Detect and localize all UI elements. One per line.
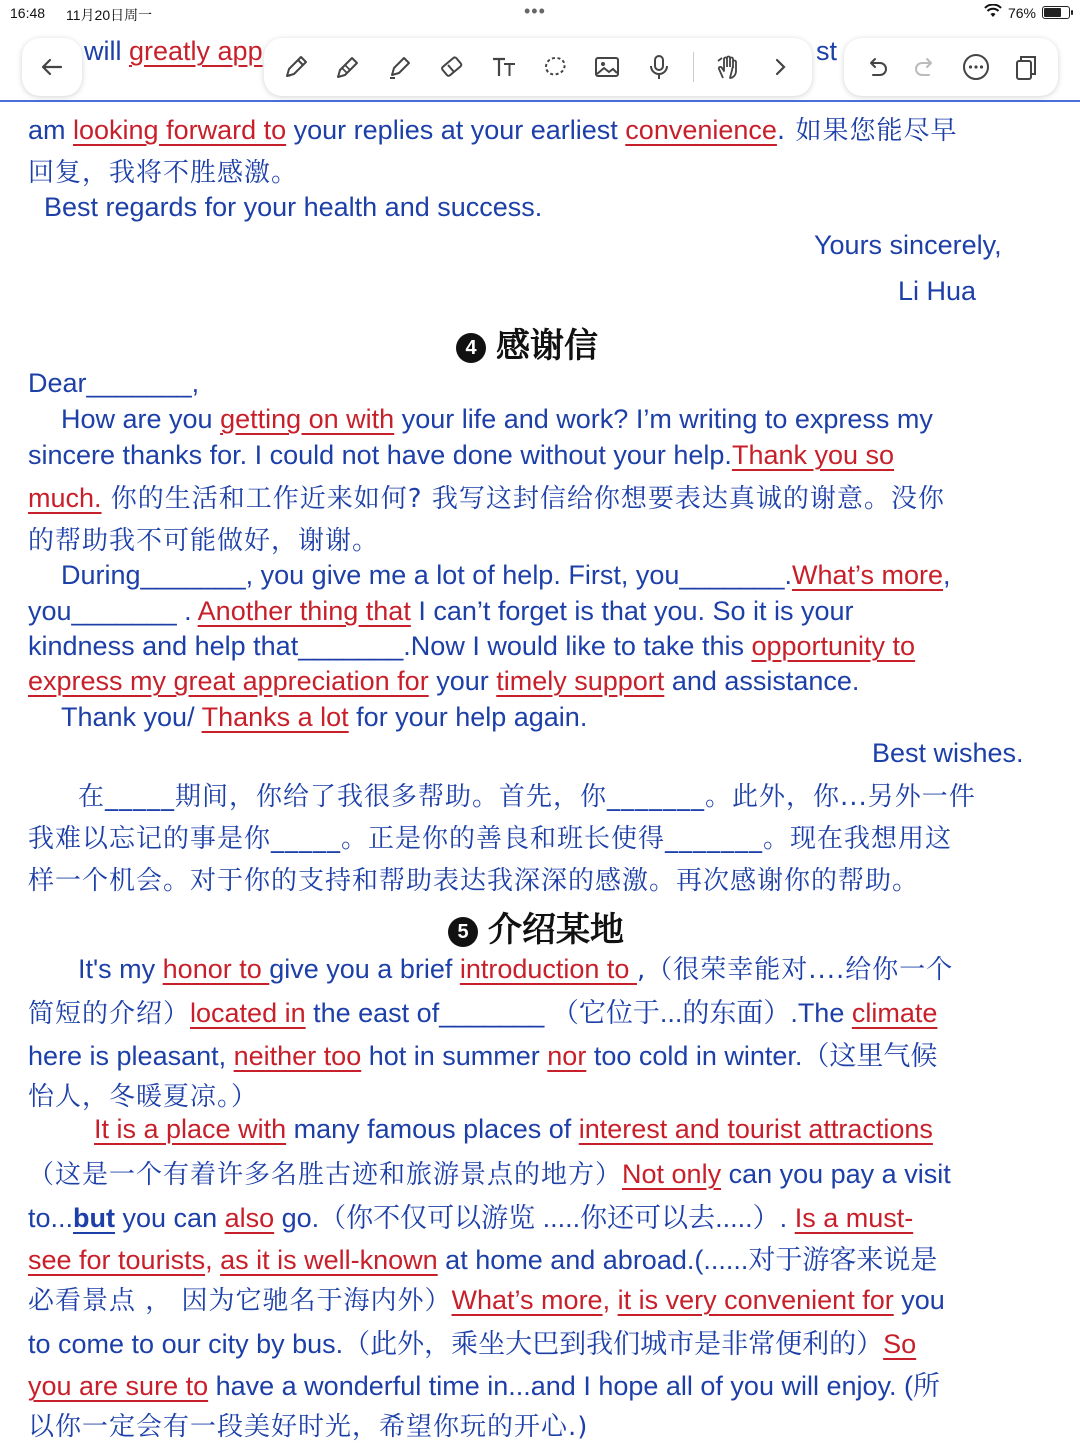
red-phrase: So	[883, 1329, 917, 1359]
red-phrase: timely support	[496, 666, 665, 696]
text: can you pay a visit	[721, 1159, 951, 1189]
text: here is pleasant,	[28, 1041, 234, 1071]
red-phrase: convenience	[625, 115, 777, 145]
note-line	[61, 560, 951, 591]
text: for your help again.	[348, 702, 588, 732]
status-date: 11月20日周一	[66, 7, 153, 23]
text: have a wonderful time in...and I hope all of you will enjoy. (所	[208, 1371, 940, 1401]
red-phrase: but	[73, 1203, 116, 1233]
note-line	[28, 478, 945, 515]
section-heading-introduce-place	[448, 902, 624, 951]
note-line	[28, 1280, 945, 1317]
text: hot in summer	[361, 1041, 548, 1071]
text: ,（很荣幸能对....给你一个	[636, 955, 954, 985]
note-line	[78, 949, 953, 986]
red-phrase: see for tourists	[28, 1245, 206, 1275]
note-line	[28, 440, 894, 471]
note-line: 的帮助我不可能做好，谢谢。	[28, 526, 380, 556]
pages-icon[interactable]	[1008, 49, 1044, 85]
red-phrase: What’s more	[791, 560, 944, 590]
section-number-badge: 4	[456, 333, 486, 363]
text: and assistance.	[664, 666, 860, 696]
note-line: 我难以忘记的事是你_____。正是你的善良和班长使得_______。现在我想用这	[28, 824, 953, 854]
red-phrase: climate	[851, 998, 938, 1028]
red-phrase: What’s more	[451, 1285, 603, 1315]
section-number-badge: 5	[448, 917, 478, 947]
note-line	[28, 631, 915, 662]
status-right	[984, 4, 1070, 21]
red-phrase: it is very convenient for	[617, 1285, 894, 1315]
multitasking-dots-icon[interactable]: •••	[524, 1, 546, 21]
note-line: 以你一定会有一段美好时光，希望你玩的开心.)	[28, 1412, 589, 1442]
text: 你的生活和工作近来如何? 我写这封信给你想要表达真诚的谢意。没你	[101, 484, 945, 514]
text: your replies at your earliest	[286, 115, 626, 145]
text: to...	[28, 1203, 74, 1233]
red-phrase: Is a must-	[794, 1203, 914, 1233]
wifi-icon	[984, 4, 1002, 21]
status-bar	[0, 0, 1080, 28]
peek-left-prefix: will	[84, 36, 129, 66]
red-phrase: getting on with	[220, 404, 395, 434]
red-phrase: also	[224, 1203, 275, 1233]
red-phrase: opportunity to	[751, 631, 916, 661]
red-phrase: located in	[190, 998, 306, 1028]
text: am	[28, 115, 74, 145]
toolbar-peek-text-left	[84, 36, 263, 67]
red-phrase: express my great appreciation for	[28, 666, 429, 696]
more-icon[interactable]	[958, 49, 994, 85]
drawing-tools-palette	[264, 38, 812, 96]
text: the east of_______ （它位于...的东面）.The	[305, 998, 852, 1028]
red-phrase: Not only	[622, 1159, 722, 1189]
text: It's my	[78, 954, 163, 984]
section-title: 感谢信	[496, 326, 598, 366]
text: （这是一个有着许多名胜古迹和旅游景点的地方）	[28, 1160, 623, 1190]
note-line: 怡人，冬暖夏凉。）	[28, 1082, 259, 1112]
note-line: Best regards for your health and success.	[44, 192, 543, 222]
toolbar-area	[0, 28, 1080, 104]
page-top-rule	[0, 100, 1080, 102]
undo-icon[interactable]	[858, 49, 894, 85]
toolbar-separator	[693, 52, 694, 82]
pencil-icon[interactable]	[330, 49, 366, 85]
note-line: 样一个机会。对于你的支持和帮助表达我深深的感激。再次感谢你的帮助。	[28, 866, 920, 896]
text: at home and abroad.(......对于游客来说是	[437, 1245, 938, 1275]
section-title: 介绍某地	[488, 910, 624, 950]
note-line	[28, 1196, 913, 1235]
note-line	[28, 1034, 937, 1073]
text: ,	[602, 1285, 618, 1315]
text-tool-icon[interactable]	[486, 49, 522, 85]
peek-left-red: greatly app	[129, 36, 263, 66]
text: How are you	[61, 404, 221, 434]
text: your life and work? I’m writing to express my	[394, 404, 933, 434]
red-phrase: neither too	[233, 1041, 362, 1071]
text: 简短的介绍）	[28, 999, 191, 1029]
note-line	[28, 991, 937, 1030]
note-line: 在_____期间，你给了我很多帮助。首先，你_______。此外，你...另外一件	[78, 782, 976, 812]
text: sincere thanks for. I could not have done without your help.	[28, 440, 732, 470]
document-actions	[844, 38, 1058, 96]
note-line	[61, 702, 587, 733]
lasso-icon[interactable]	[537, 49, 573, 85]
red-phrase: Thank you so	[731, 440, 895, 470]
red-phrase: as it is well-known	[220, 1245, 438, 1275]
note-line	[28, 1364, 940, 1403]
note-line	[28, 1322, 916, 1361]
red-phrase: much.	[28, 483, 102, 513]
text: give you a brief	[269, 954, 460, 984]
battery-percent: 76%	[1007, 4, 1036, 21]
red-phrase: nor	[547, 1041, 587, 1071]
red-phrase: interest and tourist attractions	[578, 1114, 933, 1144]
battery-icon	[1042, 6, 1070, 19]
text: you	[893, 1285, 945, 1315]
note-line	[28, 1238, 937, 1277]
note-line	[28, 596, 854, 627]
status-time: 16:48	[10, 5, 46, 21]
image-icon[interactable]	[589, 49, 625, 85]
red-phrase: Another thing that	[197, 596, 411, 626]
red-phrase: looking forward to	[73, 115, 287, 145]
text: too cold in winter.（这里气候	[586, 1041, 938, 1071]
battery-fill	[1044, 8, 1061, 17]
pen-icon[interactable]	[278, 49, 314, 85]
red-phrase: It is a place with	[94, 1114, 287, 1144]
text: I can’t forget is that you. So it is your	[410, 596, 854, 626]
text: many famous places of	[286, 1114, 579, 1144]
text: 必看景点 ， 因为它驰名于海内外）	[28, 1286, 452, 1316]
note-line	[94, 1114, 933, 1145]
note-line	[28, 666, 859, 697]
signature-name: Li Hua	[898, 276, 977, 306]
chevron-right-icon[interactable]	[762, 49, 798, 85]
text: Thank you/	[61, 702, 202, 732]
section-heading-thank-you-letter	[456, 318, 598, 367]
red-phrase: Thanks a lot	[201, 702, 349, 732]
note-line	[28, 110, 957, 147]
eraser-icon[interactable]	[434, 49, 470, 85]
text: ,	[205, 1245, 221, 1275]
redo-icon[interactable]	[908, 49, 944, 85]
text: kindness and help that_______.Now I would like to take this	[28, 631, 752, 661]
red-phrase: you are sure to	[28, 1371, 209, 1401]
text: ,	[943, 560, 951, 590]
hand-pointer-icon[interactable]	[710, 49, 746, 85]
text: to come to our city by bus.（此外，乘坐大巴到我们城市是非常便利的）	[28, 1329, 884, 1359]
note-line: 回复，我将不胜感激。	[28, 158, 299, 188]
microphone-icon[interactable]	[641, 49, 677, 85]
text: you can	[115, 1203, 225, 1233]
closing-line: Yours sincerely,	[814, 230, 1002, 260]
red-phrase: honor to	[162, 954, 270, 984]
red-phrase: introduction to	[459, 954, 637, 984]
text: you_______ .	[28, 596, 198, 626]
text: your	[428, 666, 497, 696]
back-arrow-icon[interactable]	[34, 49, 70, 85]
closing-line: Best wishes.	[872, 738, 1024, 768]
text: During_______, you give me a lot of help. First, you_______.	[61, 560, 792, 590]
back-button[interactable]	[22, 38, 82, 96]
text: go.（你不仅可以游览 .....你还可以去.....）.	[274, 1203, 795, 1233]
note-line	[61, 404, 933, 435]
note-line: Dear_______,	[28, 368, 200, 398]
note-line	[28, 1154, 951, 1191]
highlighter-icon[interactable]	[382, 49, 418, 85]
text: . 如果您能尽早	[776, 116, 958, 146]
toolbar-peek-text-right: st	[816, 36, 838, 66]
